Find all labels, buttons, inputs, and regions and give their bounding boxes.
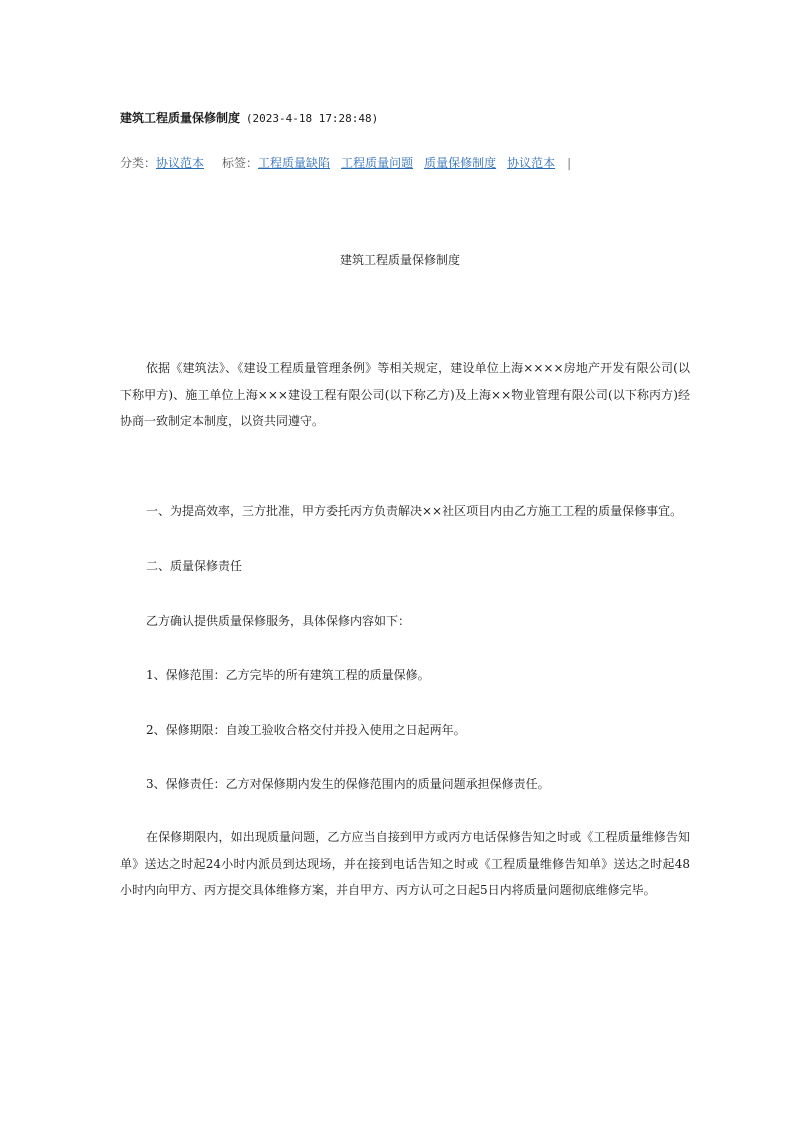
tag-link-quality-problem[interactable]: 工程质量问题 [341,156,414,170]
category-link[interactable]: 协议范本 [156,156,205,170]
tag-link-warranty-system[interactable]: 质量保修制度 [424,156,497,170]
document-heading: 建筑工程质量保修制度 [339,253,460,267]
tag-link-agreement-template[interactable]: 协议范本 [507,156,556,170]
paragraph-item-one [120,498,690,525]
paragraph-procedure-text: 在保修期限内，如出现质量问题，乙方应当自接到甲方或丙方电话保修告知之时或《工程质量维修告知单》送达之时起24小时内派员到达现场，并在接到电话告知之时或《工程质量维修告知单》送达之时起48小时内向甲方、丙方提交具体维修方案，并自甲方、丙方认可之日起5日内将质量问题彻底维修完毕。 [120,830,690,898]
paragraph-confirm [120,608,690,635]
paragraph-intro [120,355,690,435]
article-timestamp: (2023-4-18 17:28:48) [245,112,379,125]
list-item-scope [120,662,690,689]
list-item-period [120,717,690,744]
list-item-responsibility-text: 3、保修责任：乙方对保修期内发生的保修范围内的质量问题承担保修责任。 [146,777,550,791]
paragraph-item-one-text: 一、为提高效率，三方批准，甲方委托丙方负责解决××社区项目内由乙方施工工程的质量保修事宜。 [146,504,683,518]
paragraph-confirm-text: 乙方确认提供质量保修服务，具体保修内容如下： [146,614,411,628]
section-heading-text: 二、质量保修责任 [146,559,243,573]
section-heading-responsibility [120,553,690,580]
tag-link-quality-defect[interactable]: 工程质量缺陷 [258,156,331,170]
article-title: 建筑工程质量保修制度 [120,111,241,125]
tag-separator: | [567,156,572,170]
list-item-period-text: 2、保修期限：自竣工验收合格交付并投入使用之日起两年。 [146,723,466,737]
article-header [120,110,378,127]
tags-label: 标签： [222,156,259,170]
article-meta [120,155,571,171]
paragraph-intro-text: 依据《建筑法》、《建设工程质量管理条例》等相关规定，建设单位上海××××房地产开发有限公司(以下称甲方)、施工单位上海×××建设工程有限公司(以下称乙方)及上海××物业管理有限公司(以下称丙方)经协商一致制定本制度，以资共同遵守。 [120,361,690,429]
paragraph-procedure [120,824,690,904]
list-item-scope-text: 1、保修范围：乙方完毕的所有建筑工程的质量保修。 [146,668,430,682]
category-label: 分类： [120,156,157,170]
list-item-responsibility [120,771,690,798]
